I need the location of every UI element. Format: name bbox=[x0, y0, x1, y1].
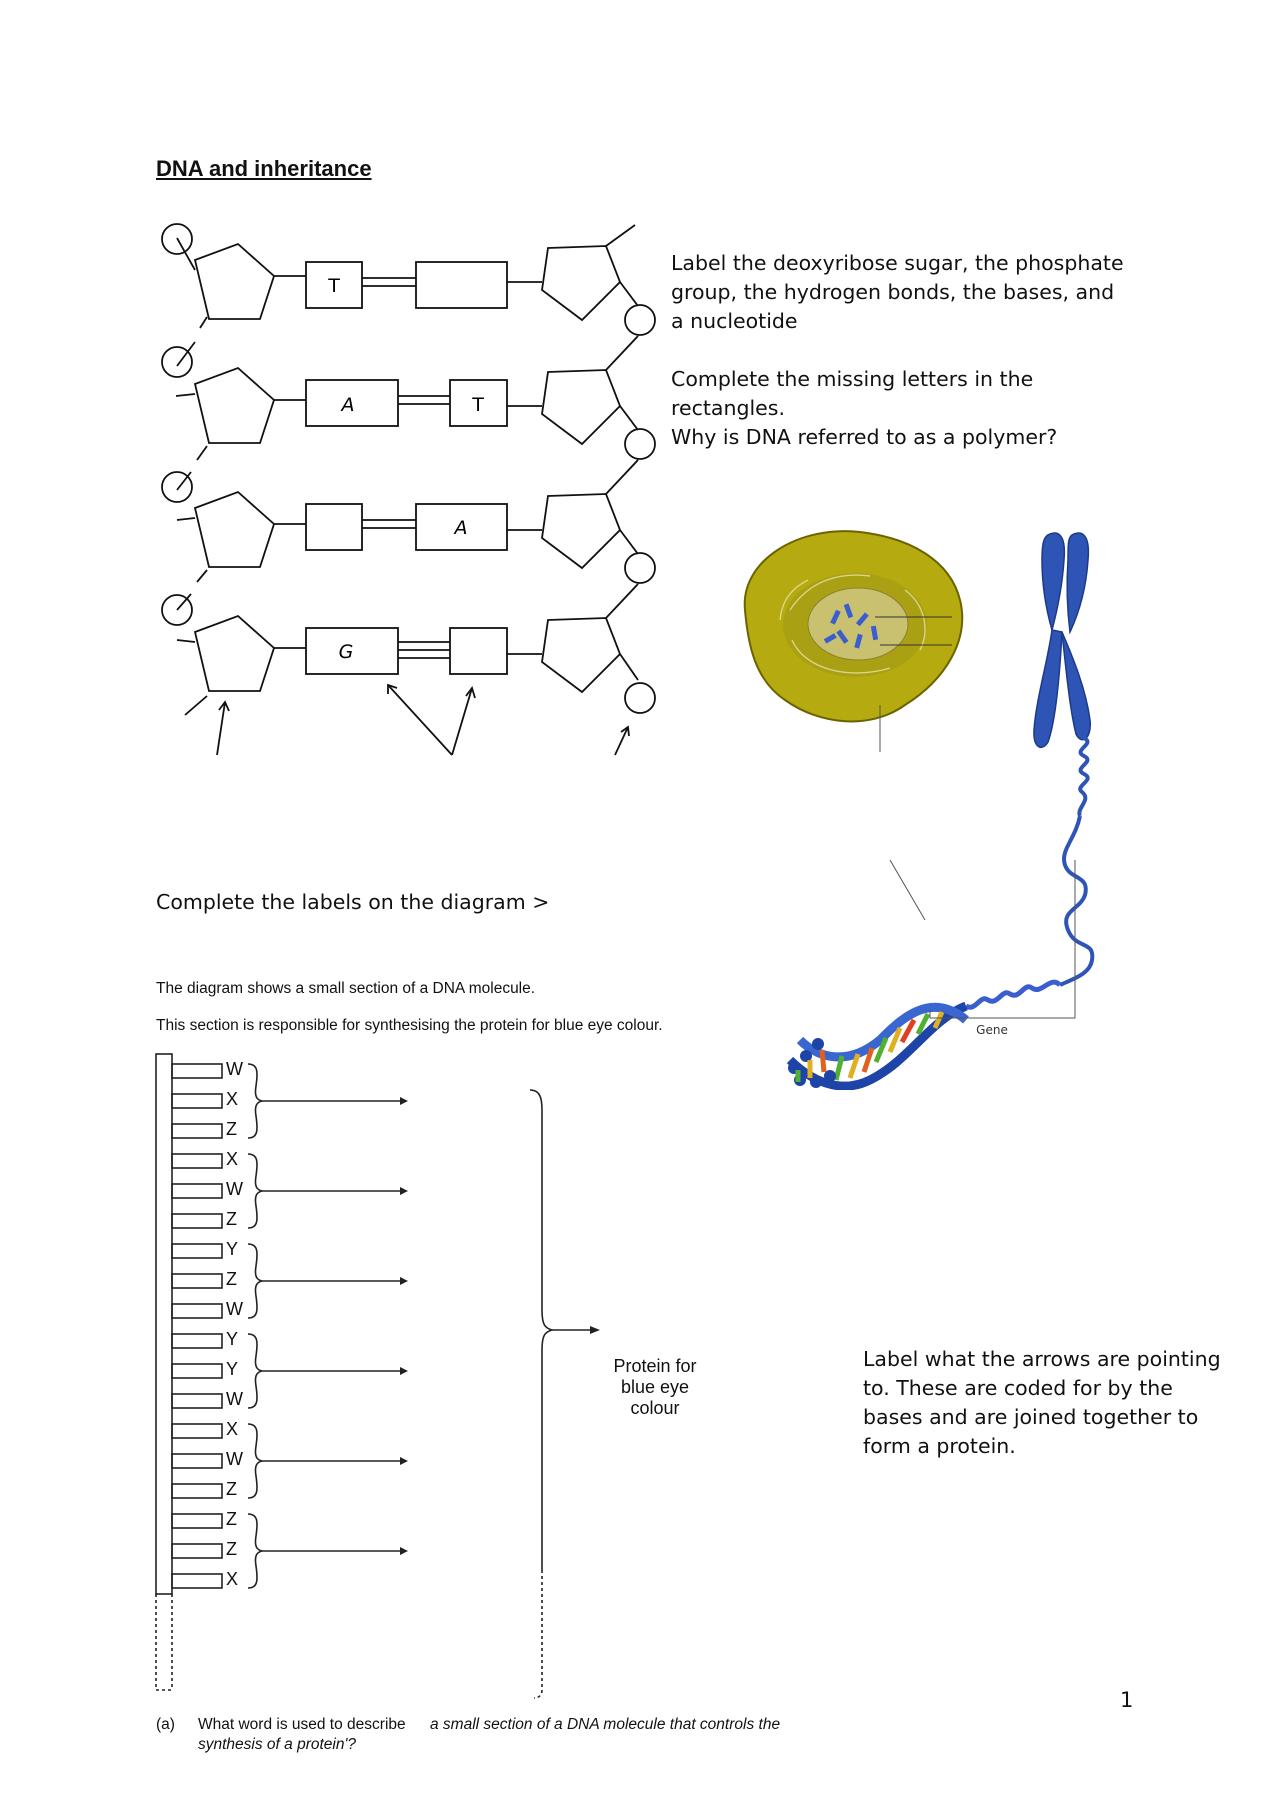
polymer-question: Why is DNA referred to as a polymer? bbox=[671, 425, 1058, 449]
sequence-base: Z bbox=[226, 1509, 237, 1529]
label-arrows-instruction: Label what the arrows are pointing to. These are coded for by the bases and are joined together to form a protein. bbox=[863, 1347, 1221, 1458]
sequence-base: Y bbox=[226, 1329, 239, 1349]
question-number: (a) bbox=[156, 1716, 175, 1733]
sequence-base: X bbox=[226, 1149, 239, 1169]
sequence-base: W bbox=[226, 1389, 243, 1409]
sequence-base: Y bbox=[226, 1359, 239, 1379]
cell-chromosome-illustration bbox=[730, 520, 1170, 1090]
page-title: DNA and inheritance bbox=[156, 156, 372, 181]
sequence-base: Z bbox=[226, 1119, 237, 1139]
sequence-base: X bbox=[226, 1089, 239, 1109]
base-letter: G bbox=[338, 641, 354, 663]
base-letter: A bbox=[341, 394, 355, 416]
question-text-line2: synthesis of a protein'? bbox=[198, 1736, 357, 1753]
chromosome bbox=[1034, 533, 1090, 747]
page-number: 1 bbox=[1120, 1688, 1134, 1712]
sequence-base: W bbox=[226, 1179, 243, 1199]
sequence-base: W bbox=[226, 1299, 243, 1319]
sequence-base: X bbox=[226, 1419, 239, 1439]
sequence-base: W bbox=[226, 1059, 243, 1079]
base-letter: T bbox=[328, 275, 340, 297]
complete-letters-instruction: Complete the missing letters in the rectangles. bbox=[671, 367, 1034, 420]
base-letter: T bbox=[472, 394, 484, 416]
sequence-base: Y bbox=[226, 1239, 239, 1259]
sequence-intro-1: The diagram shows a small section of a DNA molecule. bbox=[156, 980, 536, 997]
sequence-base: Z bbox=[226, 1539, 237, 1559]
sequence-base: Z bbox=[226, 1479, 237, 1499]
sequence-base: Z bbox=[226, 1209, 237, 1229]
base-box-1-right bbox=[416, 262, 507, 308]
base-box-3-left bbox=[306, 504, 362, 550]
complete-labels-instruction: Complete the labels on the diagram > bbox=[156, 890, 550, 914]
dna-ladder-diagram bbox=[150, 210, 670, 760]
sequence-base: W bbox=[226, 1449, 243, 1469]
sequence-base: X bbox=[226, 1569, 239, 1589]
sequence-base: Z bbox=[226, 1269, 237, 1289]
question-text-rest: a small section of a DNA molecule that controls the bbox=[430, 1716, 781, 1733]
base-letter: A bbox=[454, 517, 468, 539]
label-parts-instruction: Label the deoxyribose sugar, the phosphate group, the hydrogen bonds, the bases, and a nucleotide bbox=[671, 251, 1124, 333]
protein-label: Protein for blue eye colour bbox=[613, 1356, 697, 1418]
base-box-4-right bbox=[450, 628, 507, 674]
gene-label: Gene bbox=[976, 1023, 1008, 1037]
question-text-start: What word is used to describe bbox=[198, 1716, 406, 1733]
sequence-intro-2: This section is responsible for synthesising the protein for blue eye colour. bbox=[156, 1017, 663, 1034]
sequence-diagram bbox=[150, 1050, 750, 1700]
